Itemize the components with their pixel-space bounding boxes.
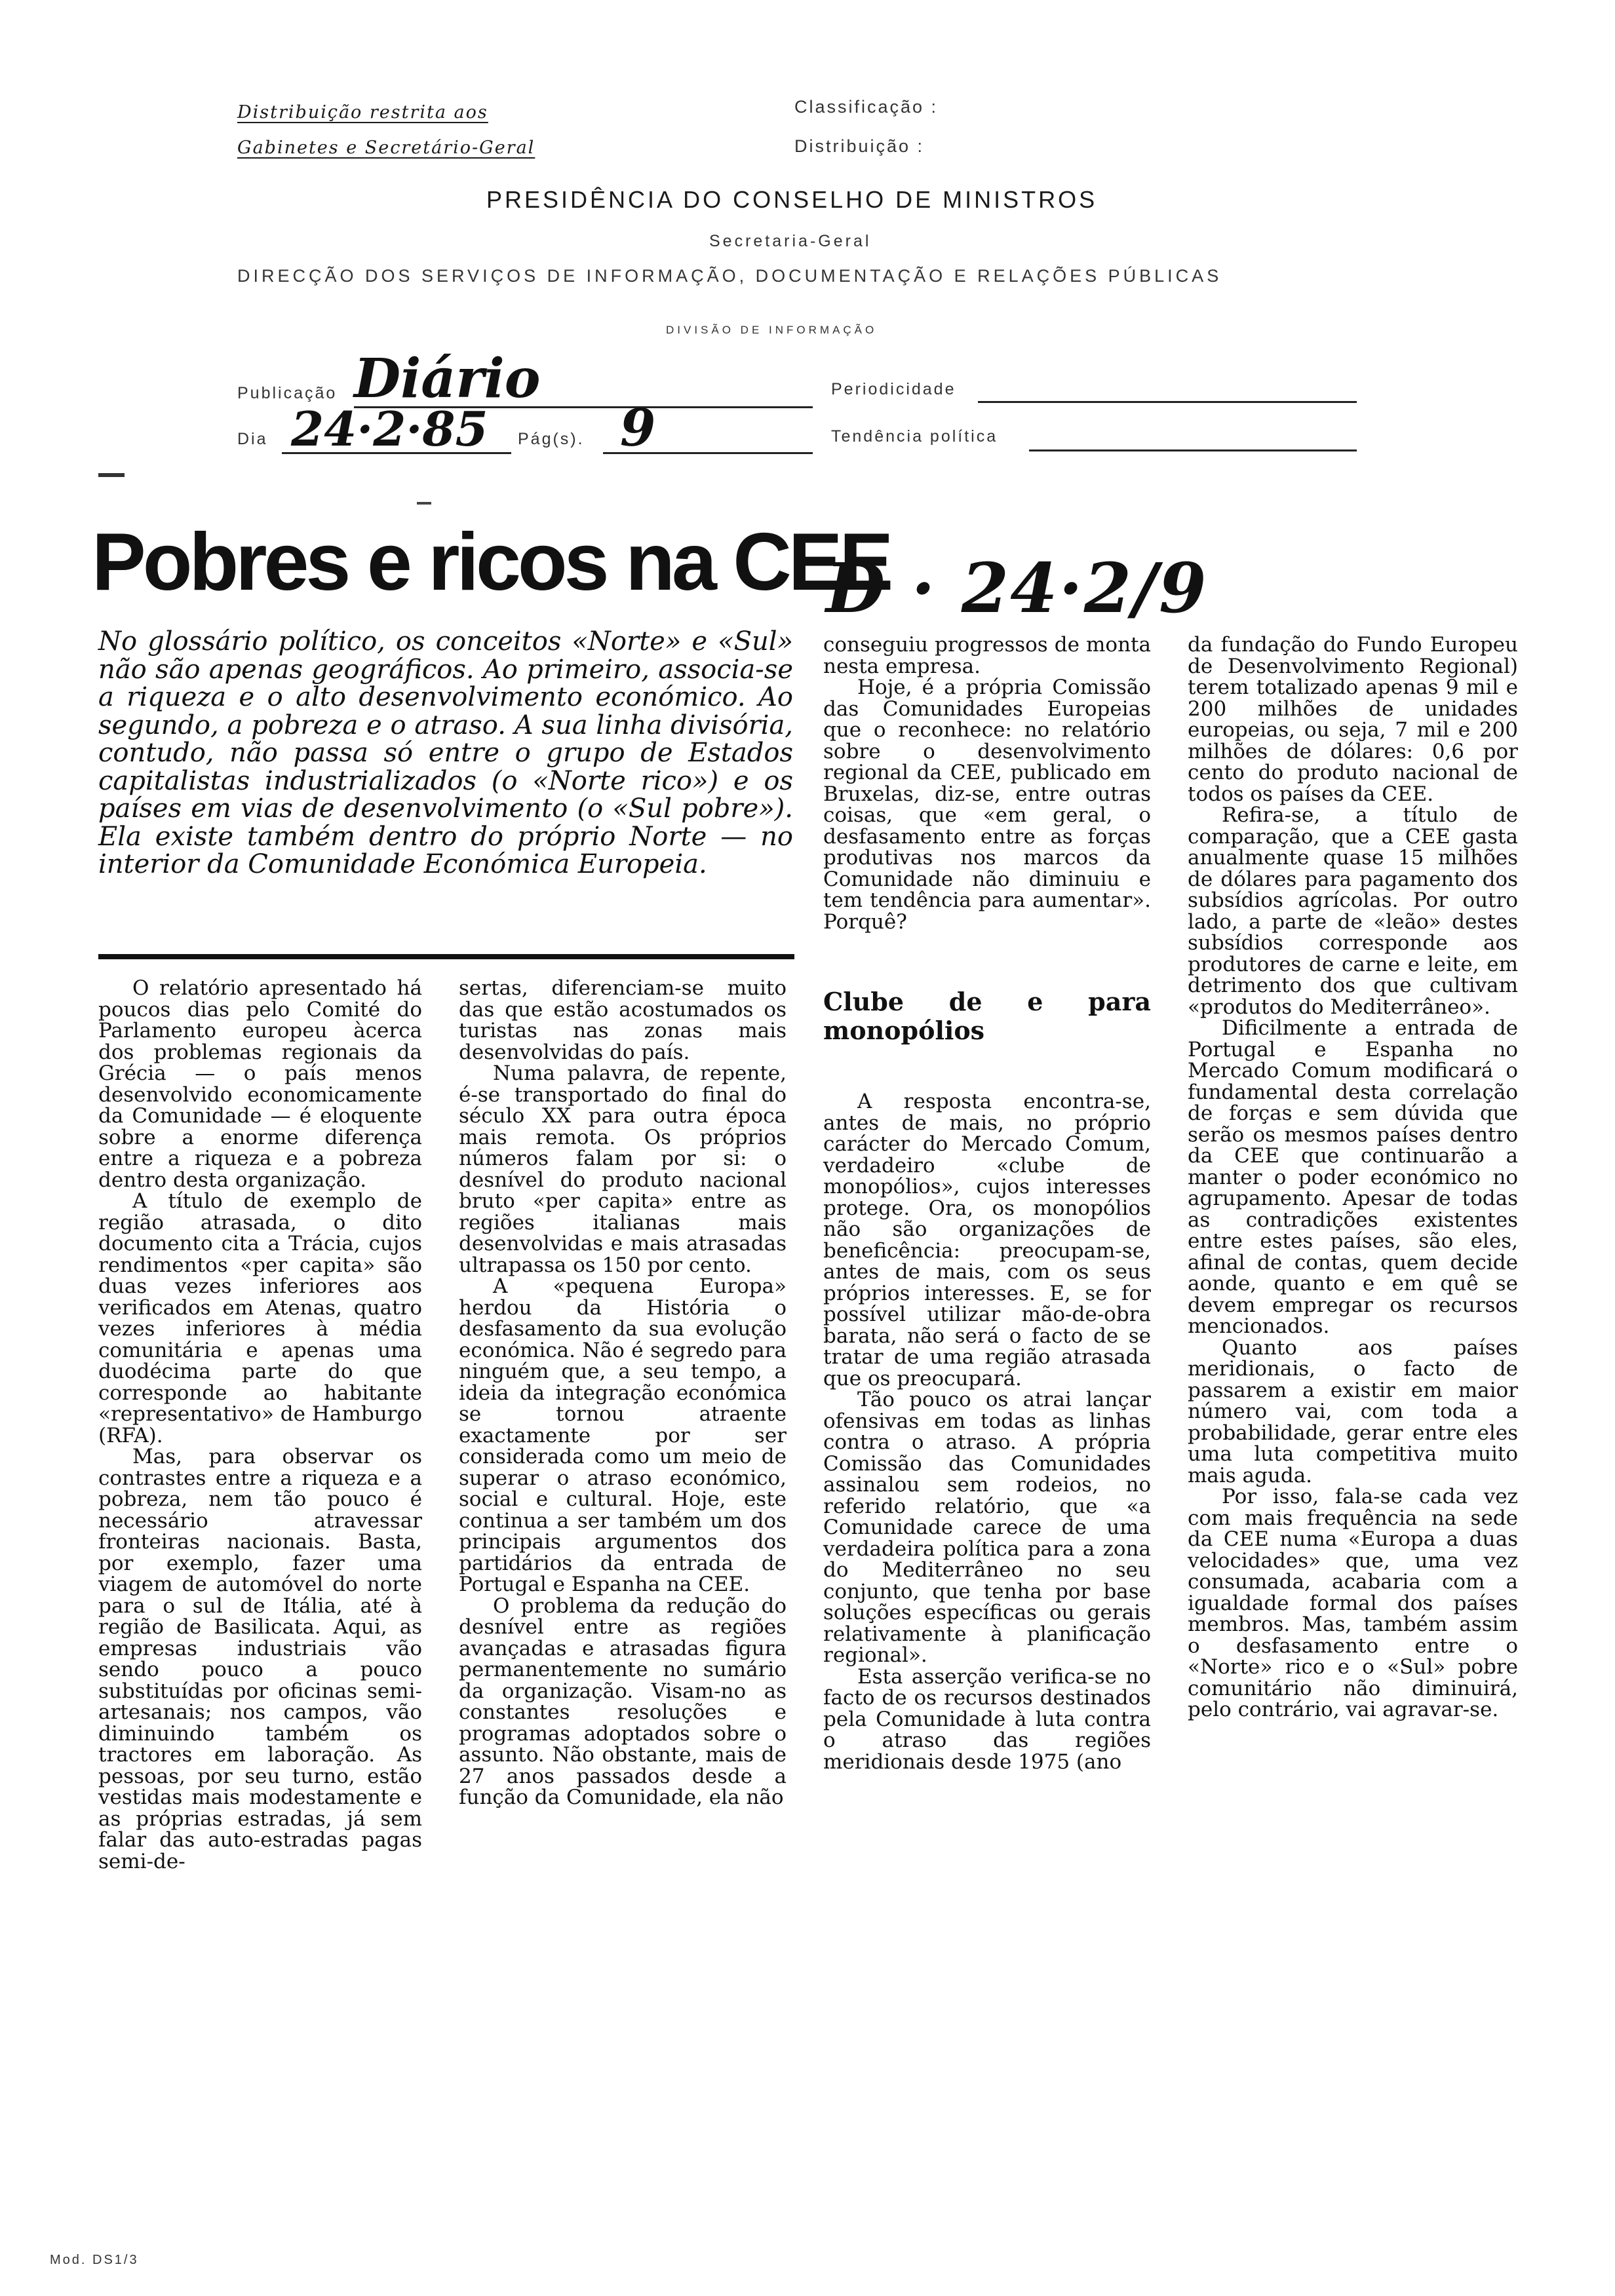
scan-mark [417,502,431,505]
secretariat-title: Secretaria-Geral [709,232,872,250]
pages-label: Pág(s). [518,430,585,448]
publication-value-handwritten: Diário [354,347,541,410]
paragraph: da fundação do Fundo Europeu de Desenvolvimento Regional) terem totalizado apenas 9 mil e 200 milhões de unidades europeias, ou seja, 7 mil e 200 milhões de dólares: 0,6 por cento do produto nacional de todos os países da CEE. [1188,633,1518,806]
paragraph: O relatório apresentado há poucos dias pelo Comité do Parlamento europeu àcerca dos problemas regionais da Grécia — o país menos desenvolvido economicamente da Comunidade — é eloquente sobre a enorme diferença entre a riqueza e a pobreza dentro desta organização. [98,976,422,1192]
periodicity-underline [978,401,1357,403]
article-column-4 [1188,634,1518,1721]
paragraph: Tão pouco os atrai lançar ofensivas em todas as linhas contra o atraso. A própria Comissão das Comunidades assinalou sem rodeios, no referido relatório, que «a Comunidade carece de uma verdadeira política para a zona do Mediterrâneo no seu conjunto, que tenha por base soluções específicas ou gerais relativamente à planificação regional». [823,1388,1151,1667]
section-subheading: Clube de e para monopólios [823,987,1151,1045]
paragraph: A «pequena Europa» herdou da História o desfasamento da sua evolução económica. Não é segredo para ninguém que, a seu tempo, a ideia da integração económica se tornou atraente exactamente por ser considerada como um meio de superar o atraso económico, social e cultural. Hoje, este continua a ser também um dos principais argumentos dos partidários da entrada de Portugal e Espanha na CEE. [459,1274,787,1596]
directorate-title: DIRECÇÃO DOS SERVIÇOS DE INFORMAÇÃO, DOCUMENTAÇÃO E RELAÇÕES PÚBLICAS [237,266,1222,286]
paragraph: Hoje, é a própria Comissão das Comunidades Europeias que o reconhece: no relatório sobre o desenvolvimento regional da CEE, publicado em Bruxelas, diz-se, entre outras coisas, que «em geral, o desfasamento entre as forças produtivas nos marcos da Comunidade não diminuiu e tem tendência para aumentar». Porquê? [823,676,1151,934]
paragraph: conseguiu progressos de monta nesta empresa. [823,633,1151,678]
paragraph: O problema da redução do desnível entre as regiões avançadas e atrasadas figura permanentemente no sumário da organização. Visam-no as constantes resoluções e programas adoptados sobre o assunto. Não obstante, mais de 27 anos passados desde a função da Comunidade, ela não [459,1594,787,1809]
section-divider [98,954,794,959]
periodicity-label: Periodicidade [831,380,956,398]
paragraph: Mas, para observar os contrastes entre a riqueza e a pobreza, nem tão pouco é necessário atravessar fronteiras nacionais. Basta, por exemplo, fazer uma viagem de automóvel do norte para o sul de Itália, até à região de Basilicata. Aqui, as empresas industriais vão sendo pouco a pouco substituídas por oficinas semi-artesanais; nos campos, vão diminuindo também os tractores em laboração. As pessoas, por seu turno, estão vestidas mais modestamente e as próprias estradas, já sem falar das auto-estradas pagas semi-de- [98,1445,422,1873]
paragraph: Refira-se, a título de comparação, que a CEE gasta anualmente quase 15 milhões de dólares para pagamento dos subsídios agrícolas. Por outro lado, a parte de «leão» destes subsídios corresponde aos produtores de carne e leite, em detrimento dos que cultivam «produtos do Mediterrâneo». [1188,803,1518,1019]
article-column-1 [98,978,422,1872]
day-underline [282,452,511,454]
paragraph: Quanto aos países meridionais, o facto de passarem a existir em maior número vai, com toda a probabilidade, gerar entre eles uma luta competitiva muito mais aguda. [1188,1335,1518,1487]
distribution-label: Distribuição : [794,136,925,156]
distribution-restriction-line1: Distribuição restrita aos [237,102,488,123]
classification-label: Classificação : [794,97,939,117]
paragraph: sertas, diferenciam-se muito das que estão acostumados os turistas nas zonas mais desenvolvidas do país. [459,976,787,1064]
pages-underline [603,452,813,454]
day-label: Dia [237,430,268,448]
publication-label: Publicação [237,384,338,402]
scan-mark [98,473,125,477]
article-lead: No glossário político, os conceitos «Norte» e «Sul» não são apenas geográficos. Ao primeiro, associa-se a riqueza e o alto desenvolvimento económico. Ao segundo, a pobreza e o atraso. A sua linha divisória, contudo, não passa só entre o grupo de Estados capitalistas industrializados (o «Norte rico») e os países em vias de desenvolvimento (o «Sul pobre»). Ela existe também dentro do próprio Norte — no interior da Comunidade Económica Europeia. [98,626,793,879]
article-headline: Pobres e ricos na CEE [92,517,891,607]
political-tendency-label: Tendência política [831,427,998,446]
handwritten-date-annotation: D · 24·2/9 [826,548,1208,628]
article-column-3 [823,634,1151,1772]
day-value-handwritten: 24·2·85 [291,401,488,457]
paragraph: Dificilmente a entrada de Portugal e Espanha no Mercado Comum modificará o fundamental desta correlação de forças e sem dúvida que serão os mesmos países dentro da CEE que continuarão a manter o poder económico no agrupamento. Apesar de todas as contradições existentes entre estes países, são eles, afinal de contas, quem decide aonde, quanto e em quê se devem empregar os recursos mencionados. [1188,1016,1518,1338]
paragraph: A título de exemplo de região atrasada, o dito documento cita a Trácia, cujos rendimentos «per capita» são duas vezes inferiores aos verificados em Atenas, quatro vezes inferiores à média comunitária e apenas uma duodécima parte do que corresponde ao habitante «representativo» de Hamburgo (RFA). [98,1189,422,1447]
paragraph: Esta asserção verifica-se no facto de os recursos destinados pela Comunidade à luta contra o atraso das regiões meridionais desde 1975 (ano [823,1664,1151,1774]
paragraph: Por isso, fala-se cada vez com mais frequência na sede da CEE numa «Europa a duas velocidades» que, uma vez consumada, acabaria com a igualdade formal dos países membros. Mas, também assim o desfasamento entre o «Norte» rico e o «Sul» pobre comunitário não diminuirá, pelo contrário, vai agravar-se. [1188,1485,1518,1721]
paragraph: A resposta encontra-se, antes de mais, no próprio carácter do Mercado Comum, verdadeiro «clube de monopólios», cujos interesses protege. Ora, os monopólios não são organizações de beneficência: preocupam-se, antes de mais, com os seus próprios interesses. E, se for possível utilizar mão-de-obra barata, não será o facto de se tratar de uma região atrasada que os preocupará. [823,1090,1151,1390]
distribution-restriction-line2: Gabinetes e Secretário-Geral [237,138,535,158]
organization-title: PRESIDÊNCIA DO CONSELHO DE MINISTROS [486,186,1098,213]
division-title: DIVISÃO DE INFORMAÇÃO [666,324,878,336]
pages-value-handwritten: 9 [620,398,656,458]
article-column-2 [459,978,787,1808]
political-tendency-underline [1029,450,1357,451]
form-code: Mod. DS1/3 [50,2253,139,2267]
paragraph: Numa palavra, de repente, é-se transportado do final do século XX para outra época mais remota. Os próprios números falam por si: o desnível do produto nacional bruto «per capita» entre as regiões italianas mais desenvolvidas e mais atrasadas ultrapassa os 150 por cento. [459,1062,787,1277]
